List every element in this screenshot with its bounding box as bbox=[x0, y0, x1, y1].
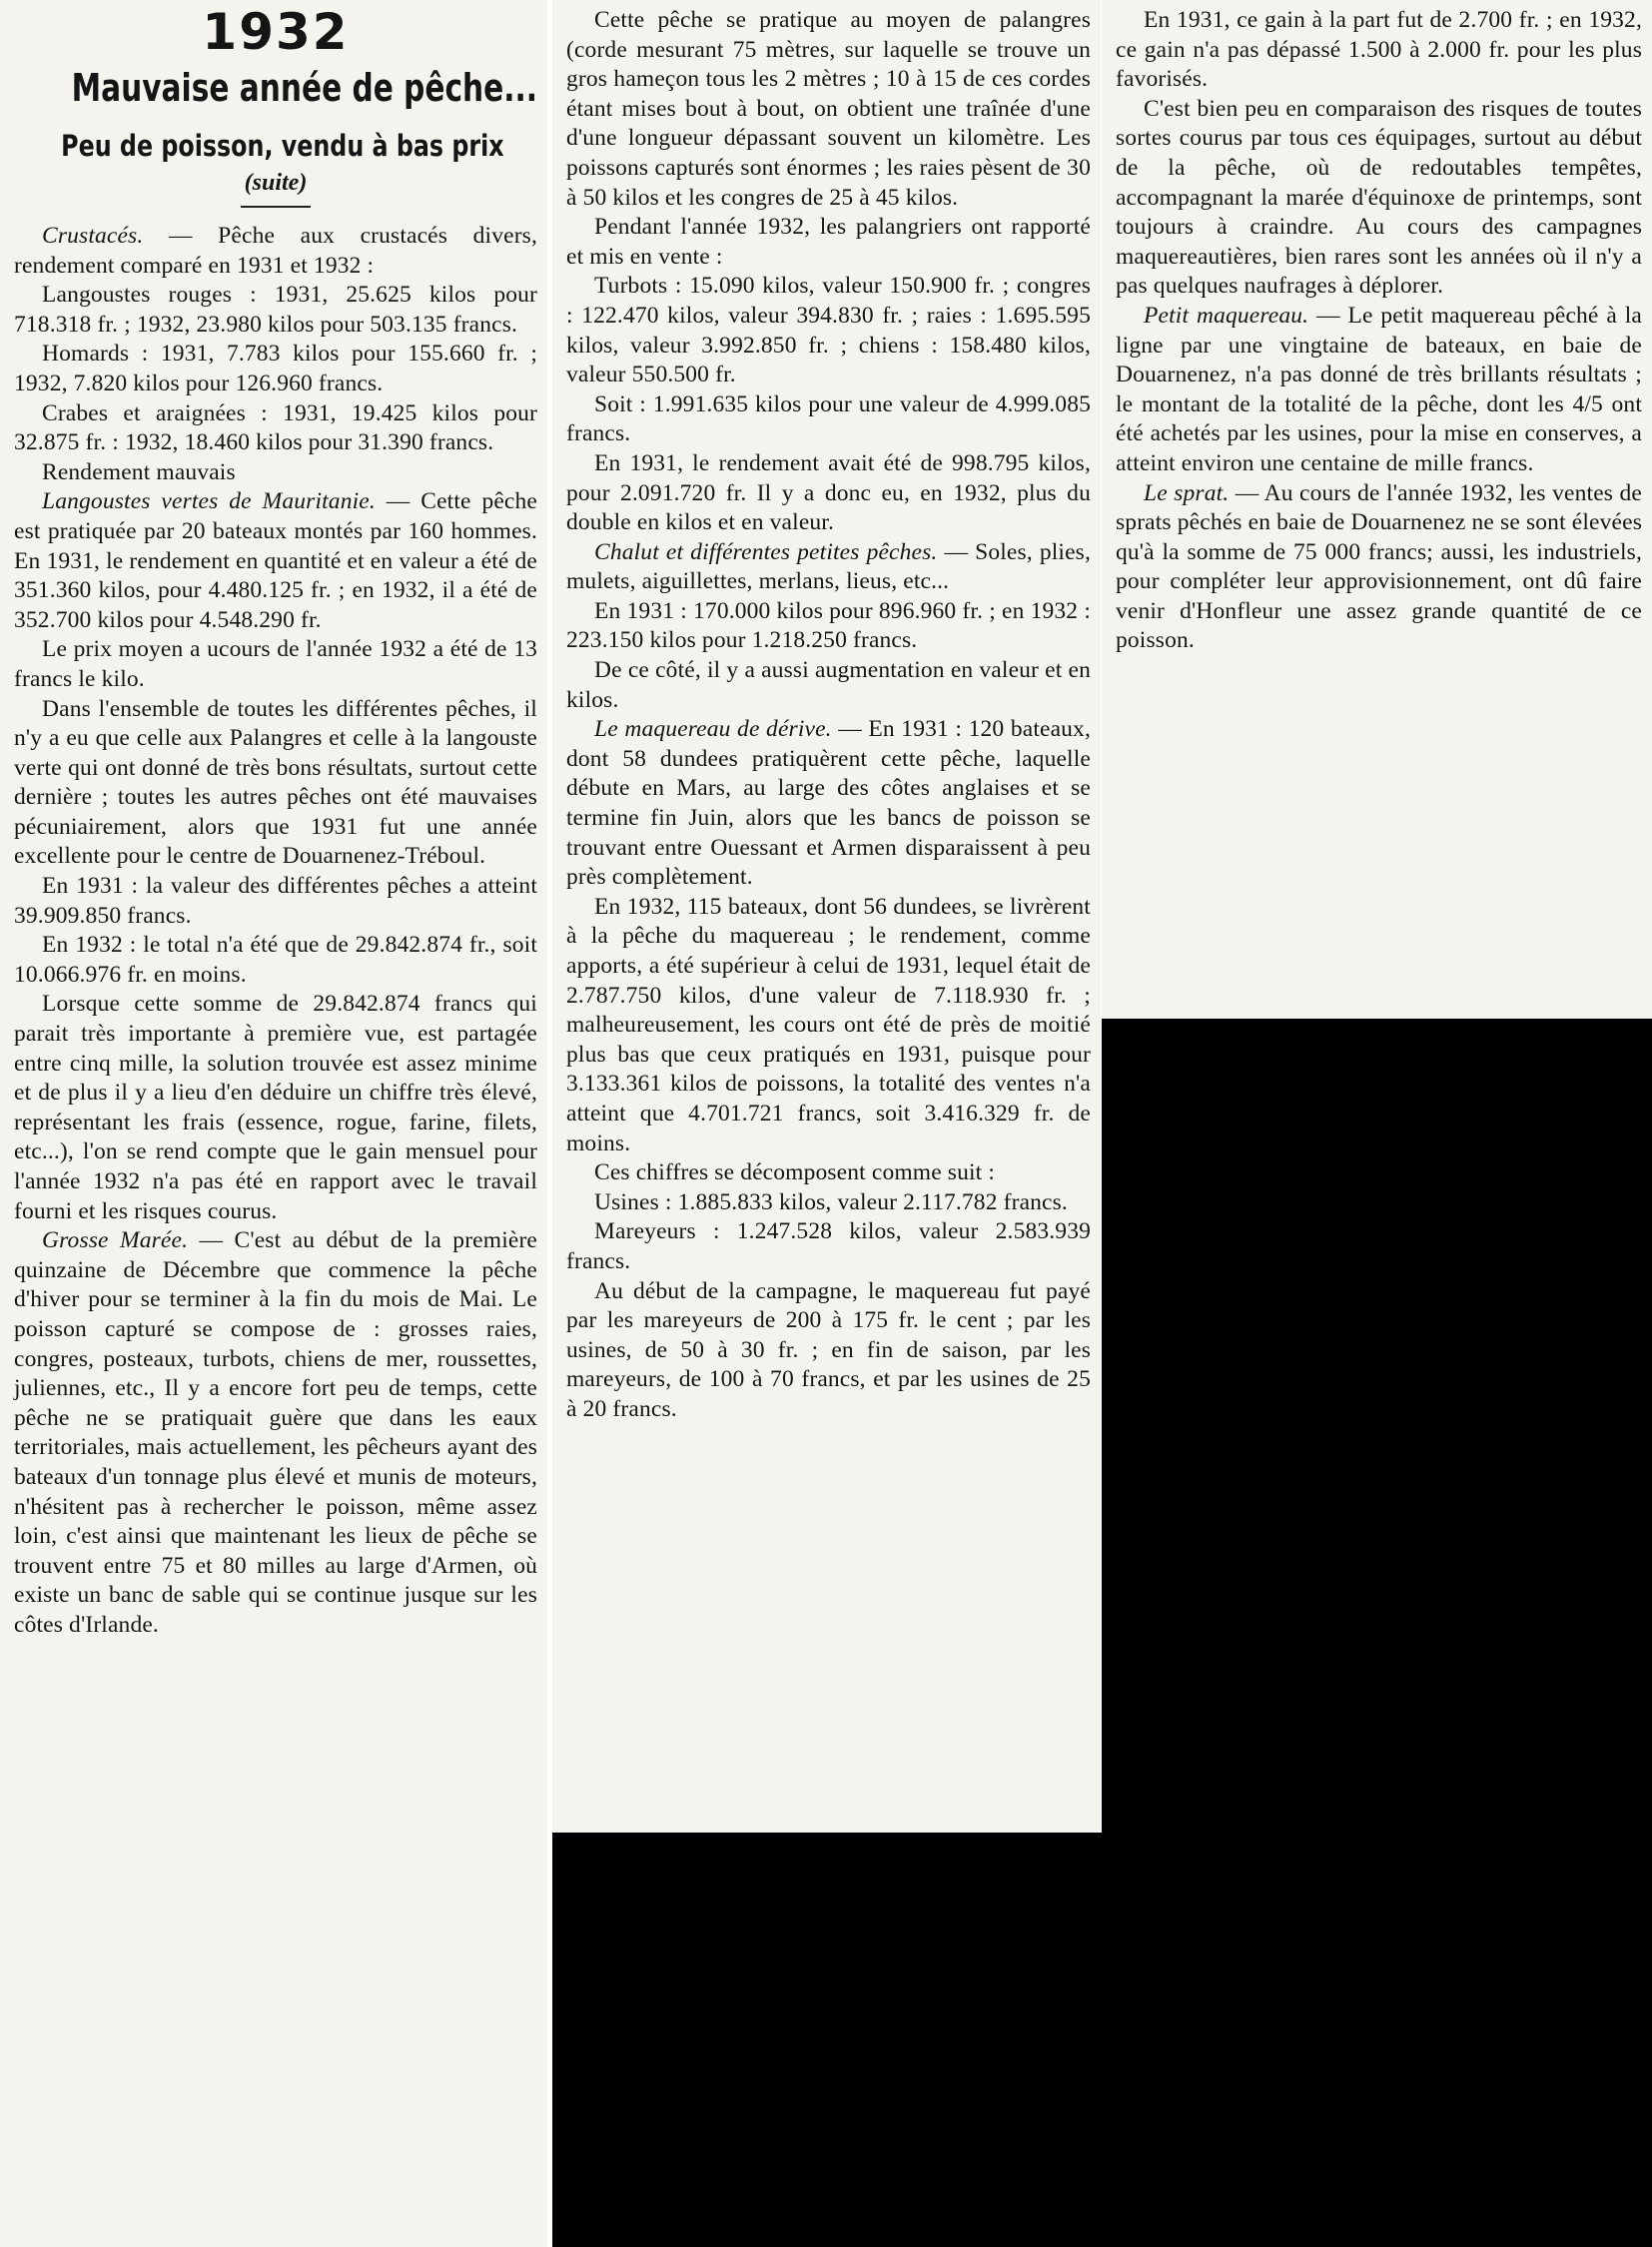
paragraph: Usines : 1.885.833 kilos, valeur 2.117.782 francs. bbox=[594, 1188, 1068, 1215]
paragraph: Lorsque cette somme de 29.842.874 francs qui parait très importante à première vue, est partagée entre cinq mille, la solution trouvée est assez minime et de plus il y a lieu d'en déduire un chiffre très élevé, représentant les frais (essence, rogue, farine, filets, etc...), l'on se rend compte que le gain mensuel pour l'année 1932 n'a pas été en rapport avec le travail fourni et les risques courus. bbox=[14, 991, 537, 1224]
paragraph: Mareyeurs : 1.247.528 kilos, valeur 2.583.939 francs. bbox=[566, 1218, 1091, 1274]
section-lead: Le maquereau de dérive. bbox=[594, 716, 832, 743]
paragraph: En 1931 : 170.000 kilos pour 896.960 fr. ; en 1932 : 223.150 kilos pour 1.218.250 francs. bbox=[566, 597, 1091, 654]
paragraph bbox=[566, 538, 1091, 597]
paragraph-text: — En 1931 : 120 bateaux, dont 58 dundees pratiquèrent cette pêche, laquelle débute en Mars, au large des côtes anglaises et se termine fin Juin, alors que les bancs de poisson se trouvant entre Ouessant et Armen disparaissent à peu près complètement. bbox=[566, 716, 1091, 891]
paragraph: C'est bien peu en comparaison des risques de toutes sortes courus par tous ces équipages, surtout au début de la pêche, où de redoutables tempêtes, accompagnant la marée d'équinoxe de printemps, sont toujours à craindre. Au cours des campagnes maquereautières, bien rares sont les années où il n'y a pas quelques naufrages à déplorer. bbox=[1116, 95, 1642, 300]
paragraph bbox=[14, 487, 537, 635]
column-2 bbox=[552, 0, 1101, 1833]
paragraph: Homards : 1931, 7.783 kilos pour 155.660 fr. ; 1932, 7.820 kilos pour 126.960 francs. bbox=[14, 341, 537, 396]
paragraph: Soit : 1.991.635 kilos pour une valeur de 4.999.085 francs. bbox=[566, 390, 1091, 447]
article-subheadline: Peu de poisson, vendu à bas prix bbox=[61, 129, 504, 163]
section-lead: Le sprat. bbox=[1144, 479, 1230, 506]
paragraph: En 1931, le rendement avait été de 998.795 kilos, pour 2.091.720 fr. Il y a donc eu, en 1932, plus du double en kilos et en valeur. bbox=[566, 449, 1091, 536]
paragraph: Le prix moyen a ucours de l'année 1932 a été de 13 francs le kilo. bbox=[14, 636, 537, 692]
paragraph-text: — Au cours de l'année 1932, les ventes de sprats pêchés en baie de Douarnenez ne se sont élevées qu'à la somme de 75 000 francs; aussi, les industriels, pour compléter leur approvisionnement, ont dû faire venir d'Honfleur une assez grande quantité de ce poisson. bbox=[1116, 479, 1643, 654]
article-year: 1932 bbox=[202, 3, 350, 61]
paragraph: Langoustes rouges : 1931, 25.625 kilos pour 718.318 fr. ; 1932, 23.980 kilos pour 503.135 francs. bbox=[14, 282, 537, 338]
paragraph bbox=[14, 1226, 537, 1640]
section-lead: Crustacés. bbox=[42, 223, 144, 249]
column-3 bbox=[1102, 0, 1652, 1019]
paragraph-text: — Pêche aux crustacés divers, rendement comparé en 1931 et 1932 : bbox=[14, 223, 537, 279]
paragraph: En 1932 : le total n'a été que de 29.842.874 fr., soit 10.066.976 fr. en moins. bbox=[14, 932, 537, 988]
paragraph: Pendant l'année 1932, les palangriers ont rapporté et mis en vente : bbox=[566, 214, 1091, 270]
paragraph: En 1931, ce gain à la part fut de 2.700 fr. ; en 1932, ce gain n'a pas dépassé 1.500 à 2.000 fr. pour les plus favorisés. bbox=[1116, 7, 1642, 93]
paragraph bbox=[566, 715, 1091, 893]
paragraph-text: — Soles, plies, mulets, aiguillettes, merlans, lieus, etc... bbox=[566, 538, 1091, 595]
paragraph: Au début de la campagne, le maquereau fut payé par les mareyeurs de 200 à 175 fr. le cent ; par les usines, de 50 à 30 fr. ; en fin de saison, par les mareyeurs, de 100 à 70 francs, et par les usines de 25 à 20 francs. bbox=[566, 1277, 1091, 1422]
column-1 bbox=[0, 0, 547, 2247]
paragraph-text: — Cette pêche est pratiquée par 20 bateaux montés par 160 hommes. En 1931, le rendement en quantité et en valeur a été de 351.360 kilos, pour 4.480.125 fr. ; en 1932, il a été de 352.700 kilos pour 4.548.290 fr. bbox=[14, 488, 537, 633]
paragraph: Dans l'ensemble de toutes les différentes pêches, il n'y a eu que celle aux Palangres et celle à la langouste verte qui ont donné de très bons résultats, surtout cette dernière ; toutes les autres pêches ont été mauvaises pécuniairement, alors que 1931 fut une année excellente pour le centre de Douarnenez-Tréboul. bbox=[14, 695, 537, 870]
paragraph-text: — C'est au début de la première quinzaine de Décembre que commence la pêche d'hiver pour se terminer à la fin du mois de Mai. Le poisson capturé se compose de : grosses raies, congres, posteaux, turbots, chiens de mer, roussettes, juliennes, etc., Il y a encore fort peu de temps, cette pêche ne se pratiquait guère que dans les eaux territoriales, mais actuellement, les pêcheurs ayant des bateaux d'un tonnage plus élevé et munis de moteurs, n'hésitent pas à rechercher le poisson, même assez loin, c'est ainsi que maintenant les lieux de pêche se trouvent entre 75 et 80 milles au large d'Armen, où existe un banc de sable qui se continue jusque sur les côtes d'Irlande. bbox=[14, 1227, 538, 1638]
section-lead: Chalut et différentes petites pêches. bbox=[594, 538, 938, 565]
paragraph: Ces chiffres se décomposent comme suit : bbox=[594, 1159, 996, 1186]
paragraph-text: — Le petit maquereau pêché à la ligne par une vingtaine de bateaux, en baie de Douarnenez, n'a pas donné de très brillants résultats ; le montant de la totalité de la pêche, dont les 4/5 ont été achetés par les usines, pour la mise en conserves, a atteint environ une centaine de mille francs. bbox=[1116, 302, 1642, 476]
article-headline: Mauvaise année de pêche... bbox=[71, 66, 538, 110]
paragraph: Turbots : 15.090 kilos, valeur 150.900 fr. ; congres : 122.470 kilos, valeur 394.830 fr. ; raies : 1.695.595 kilos, valeur 3.992.850 fr. ; chiens : 158.480 kilos, valeur 550.500 fr. bbox=[566, 273, 1091, 388]
section-lead: Langoustes vertes de Mauritanie. bbox=[42, 488, 376, 515]
paragraph: En 1932, 115 bateaux, dont 56 dundees, se livrèrent à la pêche du maquereau ; le rendement, comme apports, a été supérieur à celui de 1931, lequel était de 2.787.750 kilos, d'une valeur de 7.118.930 fr. ; malheureusement, les cours ont été de près de moitié plus bas que ceux pratiqués en 1931, puisque pour 3.133.361 kilos de poissons, la totalité des ventes n'a atteint que 4.701.721 francs, soit 3.416.329 fr. de moins. bbox=[566, 893, 1091, 1156]
paragraph bbox=[1116, 302, 1642, 479]
section-lead: Petit maquereau. bbox=[1144, 302, 1309, 329]
paragraph: De ce côté, il y a aussi augmentation en valeur et en kilos. bbox=[566, 657, 1091, 713]
header-divider bbox=[241, 206, 311, 208]
paragraph: Rendement mauvais bbox=[42, 458, 236, 485]
paragraph: Crabes et araignées : 1931, 19.425 kilos pour 32.875 fr. : 1932, 18.460 kilos pour 31.390 francs. bbox=[14, 399, 537, 456]
section-lead: Grosse Marée. bbox=[42, 1227, 189, 1254]
paragraph bbox=[14, 222, 537, 281]
paragraph: Cette pêche se pratique au moyen de palangres (corde mesurant 75 mètres, sur laquelle se trouve un gros hameçon tous les 2 mètres ; 10 à 15 de ces cordes étant mises bout à bout, on obtient une traînée d'une d'une longueur dépassant souvent un kilomètre. Les poissons capturés sont énormes ; les raies pèsent de 30 à 50 kilos et les congres de 25 à 45 kilos. bbox=[566, 7, 1091, 211]
continued-label: (suite) bbox=[244, 170, 308, 196]
paragraph bbox=[1116, 479, 1642, 657]
paragraph: En 1931 : la valeur des différentes pêches a atteint 39.909.850 francs. bbox=[14, 873, 537, 929]
